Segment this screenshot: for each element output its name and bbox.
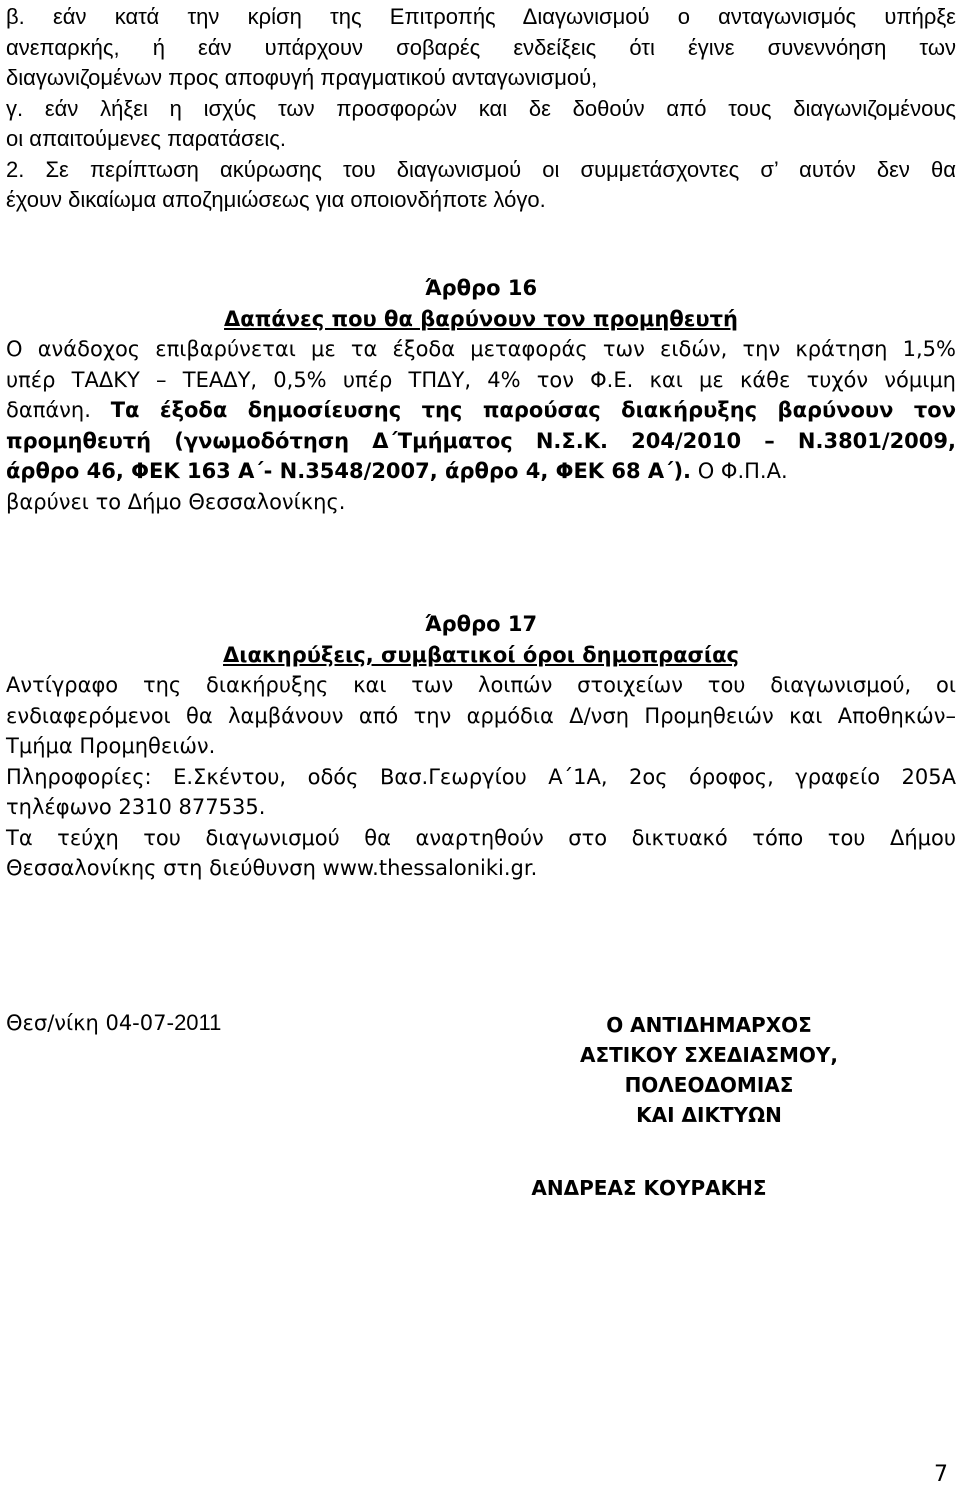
article-17-line: Θεσσαλονίκης στη διεύθυνση www.thessaloniki.gr.	[6, 856, 538, 880]
signatory-title-line: Ο ΑΝΤΙΔΗΜΑΡΧΟΣ	[606, 1013, 812, 1037]
article-17-line: Τα τεύχη του διαγωνισμού θα αναρτηθούν στο δικτυακό τόπο του Δήμου	[6, 825, 956, 850]
intro-section	[6, 2, 956, 216]
signatory-title-line: ΑΣΤΙΚΟΥ ΣΧΕΔΙΑΣΜΟΥ, ΠΟΛΕΟΔΟΜΙΑΣ	[580, 1043, 838, 1097]
article-16-line: προμηθευτή (γνωμοδότηση Δ΄Τμήματος Ν.Σ.Κ. 204/2010 – Ν.3801/2009,	[6, 428, 956, 453]
intro-line: ανεπαρκής, ή εάν υπάρχουν σοβαρές ενδείξεις ότι έγινε συνεννόηση των	[6, 34, 956, 60]
signatory-title-line: ΚΑΙ ΔΙΚΤΥΩΝ	[636, 1103, 782, 1127]
article-17-line: Τμήμα Προμηθειών.	[6, 734, 216, 758]
intro-line: 2. Σε περίπτωση ακύρωσης του διαγωνισμού οι συμμετάσχοντες σ’ αυτόν δεν θα	[6, 156, 956, 182]
place-date-year: 2011	[174, 1010, 222, 1035]
article-17-line: Αντίγραφο της διακήρυξης και των λοιπών στοιχείων του διαγωνισμού, οι	[6, 673, 956, 697]
signatory-title	[514, 1010, 904, 1130]
place-date-text: Θεσ/νίκη 04-07-	[6, 1011, 175, 1035]
article-16-section	[6, 273, 956, 517]
article-16-subheading: Δαπάνες που θα βαρύνουν τον προμηθευτή	[224, 306, 738, 331]
intro-line: οι απαιτούμενες παρατάσεις.	[6, 126, 286, 151]
intro-line: β. εάν κατά την κρίση της Επιτροπής Διαγωνισμού ο ανταγωνισμός υπήρξε	[6, 4, 956, 29]
article-16-line: βαρύνει το Δήμο Θεσσαλονίκης.	[6, 489, 346, 514]
article-17-line: ενδιαφερόμενοι θα λαμβάνουν από την αρμόδια Δ/νση Προμηθειών και Αποθηκών–	[6, 703, 956, 728]
article-16-text: δαπάνη.	[6, 398, 91, 422]
article-16-line: Ο ανάδοχος επιβαρύνεται με τα έξοδα μεταφοράς των ειδών, την κράτηση 1,5%	[6, 337, 956, 361]
article-16-bold-text: άρθρο 46, ΦΕΚ 163 Α΄- Ν.3548/2007, άρθρο 4, ΦΕΚ 68 Α΄).	[6, 459, 692, 483]
article-16-bold-text: Τα έξοδα δημοσίευσης της παρούσας διακήρυξης βαρύνουν τον	[110, 398, 956, 422]
article-16-line-mixed	[6, 456, 956, 487]
article-16-text: Ο Φ.Π.Α.	[697, 459, 788, 483]
article-16-line-mixed	[6, 395, 956, 426]
article-16-line: υπέρ ΤΑΔΚΥ – ΤΕΑΔΥ, 0,5% υπέρ ΤΠΔΥ, 4% τον Φ.Ε. και με κάθε τυχόν νόμιμη	[6, 367, 956, 392]
intro-line: διαγωνιζομένων προς αποφυγή πραγματικού ανταγωνισμού,	[6, 65, 598, 90]
article-17-subheading: Διακηρύξεις, συμβατικοί όροι δημοπρασίας	[223, 642, 739, 667]
article-17-section	[6, 609, 956, 884]
article-17-line: τηλέφωνο 2310 877535.	[6, 795, 266, 819]
signatory-name: ΑΝΔΡΕΑΣ ΚΟΥΡΑΚΗΣ	[531, 1176, 767, 1200]
place-date	[6, 1010, 221, 1036]
article-17-line: Πληροφορίες: Ε.Σκέντου, οδός Βασ.Γεωργίου Α΄1Α, 2ος όροφος, γραφείο 205Α	[6, 764, 956, 789]
article-17-heading: Άρθρο 17	[424, 612, 538, 636]
page-number: 7	[934, 1462, 948, 1487]
article-16-heading: Άρθρο 16	[424, 276, 538, 300]
article-16-subheading-row	[6, 304, 956, 335]
article-17-subheading-row	[6, 640, 956, 671]
intro-line: έχουν δικαίωμα αποζημιώσεως για οποιονδήποτε λόγο.	[6, 187, 546, 212]
intro-line: γ. εάν λήξει η ισχύς των προσφορών και δε δοθούν από τους διαγωνιζομένους	[6, 95, 956, 121]
